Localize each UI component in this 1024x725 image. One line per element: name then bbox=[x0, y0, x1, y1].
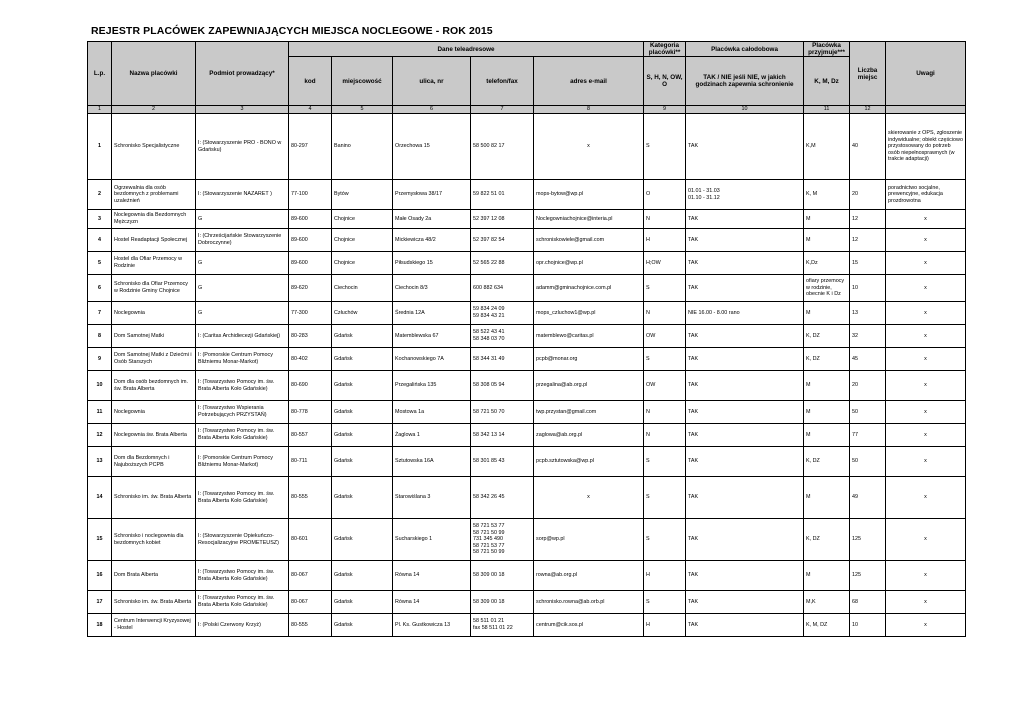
cell-nazwa: Noclegownia bbox=[112, 302, 196, 325]
cell-calodobowa: TAK bbox=[686, 447, 804, 477]
cell-przyjmuje: M bbox=[804, 401, 850, 424]
cell-lp: 8 bbox=[88, 325, 112, 348]
header-liczba: Liczba miejsc bbox=[850, 42, 886, 106]
header-calodobowa: Placówka całodobowa bbox=[686, 42, 804, 57]
cell-podmiot: G bbox=[196, 275, 289, 302]
column-number: 4 bbox=[289, 106, 332, 114]
cell-uwagi: x bbox=[886, 348, 966, 371]
cell-lp: 11 bbox=[88, 401, 112, 424]
cell-lp: 9 bbox=[88, 348, 112, 371]
column-number bbox=[886, 106, 966, 114]
table-row bbox=[88, 614, 966, 637]
cell-ulica: Sztutowska 16A bbox=[393, 447, 471, 477]
cell-telefon: 58 309 00 18 bbox=[471, 561, 534, 591]
cell-telefon: 59 822 51 01 bbox=[471, 180, 534, 210]
cell-ulica: Żaglowa 1 bbox=[393, 424, 471, 447]
cell-nazwa: Dom dla Bezdomnych i Najuboższych PCPB bbox=[112, 447, 196, 477]
shelter-register-table bbox=[87, 41, 966, 637]
cell-uwagi: x bbox=[886, 477, 966, 519]
cell-email: schroniskowiele@gmail.com bbox=[534, 229, 644, 252]
table-row bbox=[88, 229, 966, 252]
cell-telefon: 52 397 82 54 bbox=[471, 229, 534, 252]
cell-przyjmuje: K, DZ bbox=[804, 325, 850, 348]
cell-telefon: 58 308 05 94 bbox=[471, 371, 534, 401]
cell-podmiot: I: (Chrześcijańskie Stowarzyszenie Dobroczynne) bbox=[196, 229, 289, 252]
cell-nazwa: Schronisko Specjalistyczne bbox=[112, 114, 196, 180]
cell-uwagi: x bbox=[886, 229, 966, 252]
cell-miejscowosc: Banino bbox=[332, 114, 393, 180]
cell-liczba: 50 bbox=[850, 447, 886, 477]
cell-liczba: 40 bbox=[850, 114, 886, 180]
cell-telefon: 58 344 31 49 bbox=[471, 348, 534, 371]
cell-email: Noclegowniachojnice@interia.pl bbox=[534, 210, 644, 229]
cell-telefon: 52 397 12 08 bbox=[471, 210, 534, 229]
cell-kod: 89-620 bbox=[289, 275, 332, 302]
cell-kategoria: N bbox=[644, 401, 686, 424]
cell-kategoria: H bbox=[644, 561, 686, 591]
cell-kategoria: S bbox=[644, 591, 686, 614]
cell-uwagi: x bbox=[886, 302, 966, 325]
cell-miejscowosc: Gdańsk bbox=[332, 519, 393, 561]
cell-liczba: 12 bbox=[850, 229, 886, 252]
cell-calodobowa: TAK bbox=[686, 561, 804, 591]
table-row bbox=[88, 210, 966, 229]
cell-podmiot: I: (Towarzystwo Pomocy im. św. Brata Alberta Koło Gdańskie) bbox=[196, 591, 289, 614]
cell-kod: 89-600 bbox=[289, 229, 332, 252]
cell-calodobowa: TAK bbox=[686, 325, 804, 348]
cell-kategoria: N bbox=[644, 424, 686, 447]
cell-nazwa: Schronisko i noclegownia dla bezdomnych kobiet bbox=[112, 519, 196, 561]
cell-uwagi: x bbox=[886, 252, 966, 275]
cell-telefon: 58 309 00 18 bbox=[471, 591, 534, 614]
cell-kod: 80-283 bbox=[289, 325, 332, 348]
column-number: 8 bbox=[534, 106, 644, 114]
cell-miejscowosc: Gdańsk bbox=[332, 591, 393, 614]
cell-ulica: Równa 14 bbox=[393, 561, 471, 591]
cell-liczba: 125 bbox=[850, 561, 886, 591]
table-row bbox=[88, 424, 966, 447]
cell-calodobowa: TAK bbox=[686, 210, 804, 229]
cell-liczba: 12 bbox=[850, 210, 886, 229]
cell-kategoria: OW bbox=[644, 325, 686, 348]
cell-nazwa: Dom Brata Alberta bbox=[112, 561, 196, 591]
cell-miejscowosc: Gdańsk bbox=[332, 348, 393, 371]
cell-telefon: 58 522 43 41 58 348 03 70 bbox=[471, 325, 534, 348]
cell-kategoria: N bbox=[644, 210, 686, 229]
cell-kategoria: H bbox=[644, 614, 686, 637]
cell-telefon: 58 721 53 77 58 721 50 99 731 345 490 58 721 53 77 58 721 50 99 bbox=[471, 519, 534, 561]
cell-ulica: Sucharskiego 1 bbox=[393, 519, 471, 561]
cell-nazwa: Dom dla osób bezdomnych im. św. Brata Alberta bbox=[112, 371, 196, 401]
cell-przyjmuje: K, DZ bbox=[804, 348, 850, 371]
cell-uwagi: x bbox=[886, 325, 966, 348]
cell-liczba: 20 bbox=[850, 180, 886, 210]
cell-liczba: 10 bbox=[850, 614, 886, 637]
cell-lp: 15 bbox=[88, 519, 112, 561]
cell-uwagi: skierowanie z OPS, zgłoszenie indywidualne; obiekt częściowo przystosowany do potrzeb osób niepełnosprawnych (w trakcie adaptacji) bbox=[886, 114, 966, 180]
cell-kod: 77-300 bbox=[289, 302, 332, 325]
table-row bbox=[88, 114, 966, 180]
register-rows bbox=[88, 114, 966, 637]
header-lp: L.p. bbox=[88, 42, 112, 106]
cell-nazwa: Centrum Interwencji Kryzysowej - Hostel bbox=[112, 614, 196, 637]
cell-calodobowa: NIE 16.00 - 8.00 rano bbox=[686, 302, 804, 325]
cell-email: pcpb@monar.org bbox=[534, 348, 644, 371]
cell-telefon: 58 301 85 43 bbox=[471, 447, 534, 477]
cell-miejscowosc: Bytów bbox=[332, 180, 393, 210]
cell-ulica: Równa 14 bbox=[393, 591, 471, 614]
cell-kategoria: N bbox=[644, 302, 686, 325]
cell-podmiot: I: (Polski Czerwony Krzyż) bbox=[196, 614, 289, 637]
cell-calodobowa: TAK bbox=[686, 348, 804, 371]
cell-uwagi: x bbox=[886, 210, 966, 229]
header-przyjmuje-sub: K, M, Dz bbox=[804, 57, 850, 106]
column-number: 9 bbox=[644, 106, 686, 114]
cell-przyjmuje: M bbox=[804, 302, 850, 325]
header-podmiot: Podmiot prowadzący* bbox=[196, 42, 289, 106]
cell-calodobowa: TAK bbox=[686, 401, 804, 424]
cell-nazwa: Schronisko dla Ofiar Przemocy w Rodzinie Gminy Chojnice bbox=[112, 275, 196, 302]
cell-miejscowosc: Chojnice bbox=[332, 229, 393, 252]
cell-lp: 14 bbox=[88, 477, 112, 519]
cell-ulica: Ciechocin 8/3 bbox=[393, 275, 471, 302]
cell-ulica: Przemysłowa 38/17 bbox=[393, 180, 471, 210]
cell-telefon: 58 342 13 14 bbox=[471, 424, 534, 447]
cell-miejscowosc: Gdańsk bbox=[332, 477, 393, 519]
column-number: 10 bbox=[686, 106, 804, 114]
cell-nazwa: Noclegownia dla Bezdomnych Mężczyzn bbox=[112, 210, 196, 229]
cell-kategoria: OW bbox=[644, 371, 686, 401]
cell-email: mops-bytow@wp.pl bbox=[534, 180, 644, 210]
cell-miejscowosc: Gdańsk bbox=[332, 371, 393, 401]
cell-uwagi: x bbox=[886, 275, 966, 302]
cell-email: opr.chojnice@wp.pl bbox=[534, 252, 644, 275]
cell-email: matemblewo@caritas.pl bbox=[534, 325, 644, 348]
cell-nazwa: Noclegownia bbox=[112, 401, 196, 424]
table-row bbox=[88, 519, 966, 561]
cell-lp: 18 bbox=[88, 614, 112, 637]
cell-lp: 7 bbox=[88, 302, 112, 325]
cell-telefon: 58 721 50 70 bbox=[471, 401, 534, 424]
cell-kod: 80-555 bbox=[289, 614, 332, 637]
cell-email: adamm@gminachojnice.com.pl bbox=[534, 275, 644, 302]
cell-telefon: 600 882 634 bbox=[471, 275, 534, 302]
cell-przyjmuje: M bbox=[804, 424, 850, 447]
cell-przyjmuje: K, M bbox=[804, 180, 850, 210]
cell-nazwa: Schronisko im. św. Brata Alberta bbox=[112, 591, 196, 614]
cell-liczba: 68 bbox=[850, 591, 886, 614]
cell-email: mops_czluchow1@wp.pl bbox=[534, 302, 644, 325]
table-row bbox=[88, 477, 966, 519]
cell-email: zaglowa@ab.org.pl bbox=[534, 424, 644, 447]
column-number-row bbox=[88, 106, 966, 114]
cell-podmiot: I: (Stowarzyszenie PRO - BONO w Gdańsku) bbox=[196, 114, 289, 180]
cell-kategoria: S bbox=[644, 477, 686, 519]
cell-liczba: 20 bbox=[850, 371, 886, 401]
cell-podmiot: I: (Stowarzyszenie NAZARET ) bbox=[196, 180, 289, 210]
cell-email: centrum@cik.sos.pl bbox=[534, 614, 644, 637]
cell-telefon: 58 511 01 21 fax 58 511 01 22 bbox=[471, 614, 534, 637]
cell-kod: 80-690 bbox=[289, 371, 332, 401]
header-kod: kod bbox=[289, 57, 332, 106]
cell-kod: 80-297 bbox=[289, 114, 332, 180]
cell-przyjmuje: K, M, DZ bbox=[804, 614, 850, 637]
cell-kod: 89-600 bbox=[289, 210, 332, 229]
table-row bbox=[88, 325, 966, 348]
cell-kod: 80-557 bbox=[289, 424, 332, 447]
cell-liczba: 10 bbox=[850, 275, 886, 302]
cell-ulica: Przegalińska 135 bbox=[393, 371, 471, 401]
column-number: 7 bbox=[471, 106, 534, 114]
cell-przyjmuje: K,M bbox=[804, 114, 850, 180]
header-email: adres e-mail bbox=[534, 57, 644, 106]
cell-kod: 80-778 bbox=[289, 401, 332, 424]
cell-lp: 12 bbox=[88, 424, 112, 447]
column-number: 12 bbox=[850, 106, 886, 114]
cell-miejscowosc: Gdańsk bbox=[332, 614, 393, 637]
cell-ulica: Starowiślana 3 bbox=[393, 477, 471, 519]
cell-przyjmuje: M,K bbox=[804, 591, 850, 614]
header-telefon: telefon/fax bbox=[471, 57, 534, 106]
cell-kategoria: S bbox=[644, 275, 686, 302]
cell-email: pcpb.sztutowska@wp.pl bbox=[534, 447, 644, 477]
cell-liczba: 49 bbox=[850, 477, 886, 519]
cell-lp: 17 bbox=[88, 591, 112, 614]
cell-miejscowosc: Ciechocin bbox=[332, 275, 393, 302]
cell-uwagi: x bbox=[886, 561, 966, 591]
cell-liczba: 77 bbox=[850, 424, 886, 447]
cell-podmiot: I: (Towarzystwo Pomocy im. św. Brata Alberta Koło Gdańskie) bbox=[196, 424, 289, 447]
cell-ulica: Małe Osady 2a bbox=[393, 210, 471, 229]
document-title: REJESTR PLACÓWEK ZAPEWNIAJĄCYCH MIEJSCA NOCLEGOWE - ROK 2015 bbox=[91, 25, 493, 37]
column-number: 11 bbox=[804, 106, 850, 114]
cell-podmiot: I: (Towarzystwo Pomocy im. św. Brata Alberta Koło Gdańskie) bbox=[196, 477, 289, 519]
cell-telefon: 58 342 26 45 bbox=[471, 477, 534, 519]
cell-calodobowa: TAK bbox=[686, 591, 804, 614]
cell-calodobowa: TAK bbox=[686, 252, 804, 275]
cell-nazwa: Dom Samotnej Matki z Dziećmi i Osób Starszych bbox=[112, 348, 196, 371]
cell-kategoria: S bbox=[644, 447, 686, 477]
table-row bbox=[88, 447, 966, 477]
cell-email: sorp@wp.pl bbox=[534, 519, 644, 561]
cell-podmiot: I: (Pomorskie Centrum Pomocy Bliźniemu Monar-Markot) bbox=[196, 447, 289, 477]
cell-ulica: Piłsudskiego 15 bbox=[393, 252, 471, 275]
cell-przyjmuje: K, DZ bbox=[804, 519, 850, 561]
cell-miejscowosc: Chojnice bbox=[332, 210, 393, 229]
cell-nazwa: Schronisko im. św. Brata Alberta bbox=[112, 477, 196, 519]
cell-kategoria: S bbox=[644, 114, 686, 180]
cell-uwagi: x bbox=[886, 591, 966, 614]
cell-email: schronisko.rowna@ab.orb.pl bbox=[534, 591, 644, 614]
cell-kod: 80-711 bbox=[289, 447, 332, 477]
cell-uwagi: poradnictwo socjalne, prewencyjne, edukacja prozdrowotna bbox=[886, 180, 966, 210]
cell-uwagi: x bbox=[886, 614, 966, 637]
cell-kod: 89-600 bbox=[289, 252, 332, 275]
cell-email: x bbox=[534, 477, 644, 519]
cell-ulica: Kochanowskiego 7A bbox=[393, 348, 471, 371]
cell-email: przegalina@ab.org.pl bbox=[534, 371, 644, 401]
cell-podmiot: I: (Caritas Archidiecezji Gdańskiej) bbox=[196, 325, 289, 348]
cell-liczba: 50 bbox=[850, 401, 886, 424]
cell-email: rowna@ab.org.pl bbox=[534, 561, 644, 591]
cell-lp: 10 bbox=[88, 371, 112, 401]
cell-lp: 13 bbox=[88, 447, 112, 477]
cell-kod: 80-067 bbox=[289, 591, 332, 614]
cell-calodobowa: 01.01 - 31.03 01.10 - 31.12 bbox=[686, 180, 804, 210]
cell-przyjmuje: M bbox=[804, 229, 850, 252]
cell-nazwa: Hostel dla Ofiar Przemocy w Rodzinie bbox=[112, 252, 196, 275]
cell-kategoria: S bbox=[644, 519, 686, 561]
cell-miejscowosc: Gdańsk bbox=[332, 561, 393, 591]
cell-przyjmuje: K, DZ bbox=[804, 447, 850, 477]
cell-lp: 1 bbox=[88, 114, 112, 180]
header-nazwa: Nazwa placówki bbox=[112, 42, 196, 106]
cell-lp: 3 bbox=[88, 210, 112, 229]
cell-podmiot: I: (Towarzystwo Wspierania Potrzebujących PRZYSTAŃ) bbox=[196, 401, 289, 424]
cell-kategoria: H;OW bbox=[644, 252, 686, 275]
table-row bbox=[88, 401, 966, 424]
cell-ulica: Mickiewicza 48/2 bbox=[393, 229, 471, 252]
cell-ulica: Pl. Ks. Gustkowicza 13 bbox=[393, 614, 471, 637]
cell-podmiot: I: (Towarzystwo Pomocy im. św. Brata Alberta Koło Gdańskie) bbox=[196, 561, 289, 591]
cell-telefon: 58 500 82 17 bbox=[471, 114, 534, 180]
cell-calodobowa: TAK bbox=[686, 519, 804, 561]
cell-miejscowosc: Człuchów bbox=[332, 302, 393, 325]
cell-przyjmuje: M bbox=[804, 210, 850, 229]
cell-miejscowosc: Gdańsk bbox=[332, 401, 393, 424]
cell-kod: 80-067 bbox=[289, 561, 332, 591]
cell-liczba: 32 bbox=[850, 325, 886, 348]
cell-kod: 77-100 bbox=[289, 180, 332, 210]
cell-przyjmuje: ofiary przemocy w rodzinie, obecnie K i Dz bbox=[804, 275, 850, 302]
cell-calodobowa: TAK bbox=[686, 477, 804, 519]
cell-podmiot: I: (Towarzystwo Pomocy im. św. Brata Alberta Koło Gdańskie) bbox=[196, 371, 289, 401]
cell-uwagi: x bbox=[886, 519, 966, 561]
cell-podmiot: G bbox=[196, 302, 289, 325]
table-row bbox=[88, 252, 966, 275]
column-number: 5 bbox=[332, 106, 393, 114]
column-number: 1 bbox=[88, 106, 112, 114]
cell-nazwa: Noclegownia św. Brata Alberta bbox=[112, 424, 196, 447]
cell-kod: 80-402 bbox=[289, 348, 332, 371]
cell-calodobowa: TAK bbox=[686, 114, 804, 180]
cell-liczba: 15 bbox=[850, 252, 886, 275]
cell-lp: 16 bbox=[88, 561, 112, 591]
cell-calodobowa: TAK bbox=[686, 229, 804, 252]
cell-calodobowa: TAK bbox=[686, 614, 804, 637]
cell-nazwa: Ogrzewalnia dla osób bezdomnych z problemami uzależnień bbox=[112, 180, 196, 210]
cell-przyjmuje: M bbox=[804, 371, 850, 401]
cell-ulica: Mostowa 1a bbox=[393, 401, 471, 424]
cell-liczba: 45 bbox=[850, 348, 886, 371]
cell-liczba: 13 bbox=[850, 302, 886, 325]
cell-przyjmuje: K,Dz bbox=[804, 252, 850, 275]
cell-miejscowosc: Gdańsk bbox=[332, 325, 393, 348]
header-ulica: ulica, nr bbox=[393, 57, 471, 106]
cell-miejscowosc: Chojnice bbox=[332, 252, 393, 275]
column-number: 3 bbox=[196, 106, 289, 114]
header-kategoria: Kategoria placówki** bbox=[644, 42, 686, 57]
cell-lp: 2 bbox=[88, 180, 112, 210]
cell-lp: 6 bbox=[88, 275, 112, 302]
table-row bbox=[88, 302, 966, 325]
cell-kategoria: H bbox=[644, 229, 686, 252]
header-dane-teleadresowe: Dane teleadresowe bbox=[289, 42, 644, 57]
cell-miejscowosc: Gdańsk bbox=[332, 424, 393, 447]
cell-email: twp.przystan@gmail.com bbox=[534, 401, 644, 424]
cell-calodobowa: TAK bbox=[686, 424, 804, 447]
cell-przyjmuje: M bbox=[804, 477, 850, 519]
cell-podmiot: I: (Stowarzyszenie Opiekuńczo-Resocjalizacyjne PROMETEUSZ) bbox=[196, 519, 289, 561]
cell-telefon: 59 834 24 09 59 834 43 21 bbox=[471, 302, 534, 325]
header-przyjmuje: Placówka przyjmuje*** bbox=[804, 42, 850, 57]
cell-telefon: 52 565 22 88 bbox=[471, 252, 534, 275]
cell-ulica: Orzechowa 15 bbox=[393, 114, 471, 180]
cell-kod: 80-601 bbox=[289, 519, 332, 561]
table-row bbox=[88, 591, 966, 614]
cell-podmiot: G bbox=[196, 252, 289, 275]
cell-uwagi: x bbox=[886, 447, 966, 477]
cell-nazwa: Hostel Readaptacji Społecznej bbox=[112, 229, 196, 252]
header-kategoria-sub: S, H, N, OW, O bbox=[644, 57, 686, 106]
cell-nazwa: Dom Samotnej Matki bbox=[112, 325, 196, 348]
column-number: 2 bbox=[112, 106, 196, 114]
cell-kategoria: O bbox=[644, 180, 686, 210]
cell-uwagi: x bbox=[886, 401, 966, 424]
cell-podmiot: G bbox=[196, 210, 289, 229]
cell-uwagi: x bbox=[886, 424, 966, 447]
cell-lp: 5 bbox=[88, 252, 112, 275]
table-row bbox=[88, 561, 966, 591]
cell-kategoria: S bbox=[644, 348, 686, 371]
cell-podmiot: I: (Pomorskie Centrum Pomocy Bliźniemu Monar-Markot) bbox=[196, 348, 289, 371]
cell-calodobowa: TAK bbox=[686, 275, 804, 302]
cell-kod: 80-555 bbox=[289, 477, 332, 519]
cell-liczba: 125 bbox=[850, 519, 886, 561]
cell-miejscowosc: Gdańsk bbox=[332, 447, 393, 477]
column-number: 6 bbox=[393, 106, 471, 114]
header-calodobowa-sub: TAK / NIE jeśli NIE, w jakich godzinach zapewnia schronienie bbox=[686, 57, 804, 106]
table-row bbox=[88, 275, 966, 302]
table-row bbox=[88, 348, 966, 371]
cell-przyjmuje: M bbox=[804, 561, 850, 591]
cell-calodobowa: TAK bbox=[686, 371, 804, 401]
header-miejscowosc: miejscowość bbox=[332, 57, 393, 106]
cell-email: x bbox=[534, 114, 644, 180]
table-row bbox=[88, 180, 966, 210]
cell-lp: 4 bbox=[88, 229, 112, 252]
cell-ulica: Średnia 12A bbox=[393, 302, 471, 325]
header-uwagi: Uwagi bbox=[886, 42, 966, 106]
cell-ulica: Matemblewska 67 bbox=[393, 325, 471, 348]
cell-uwagi: x bbox=[886, 371, 966, 401]
table-row bbox=[88, 371, 966, 401]
